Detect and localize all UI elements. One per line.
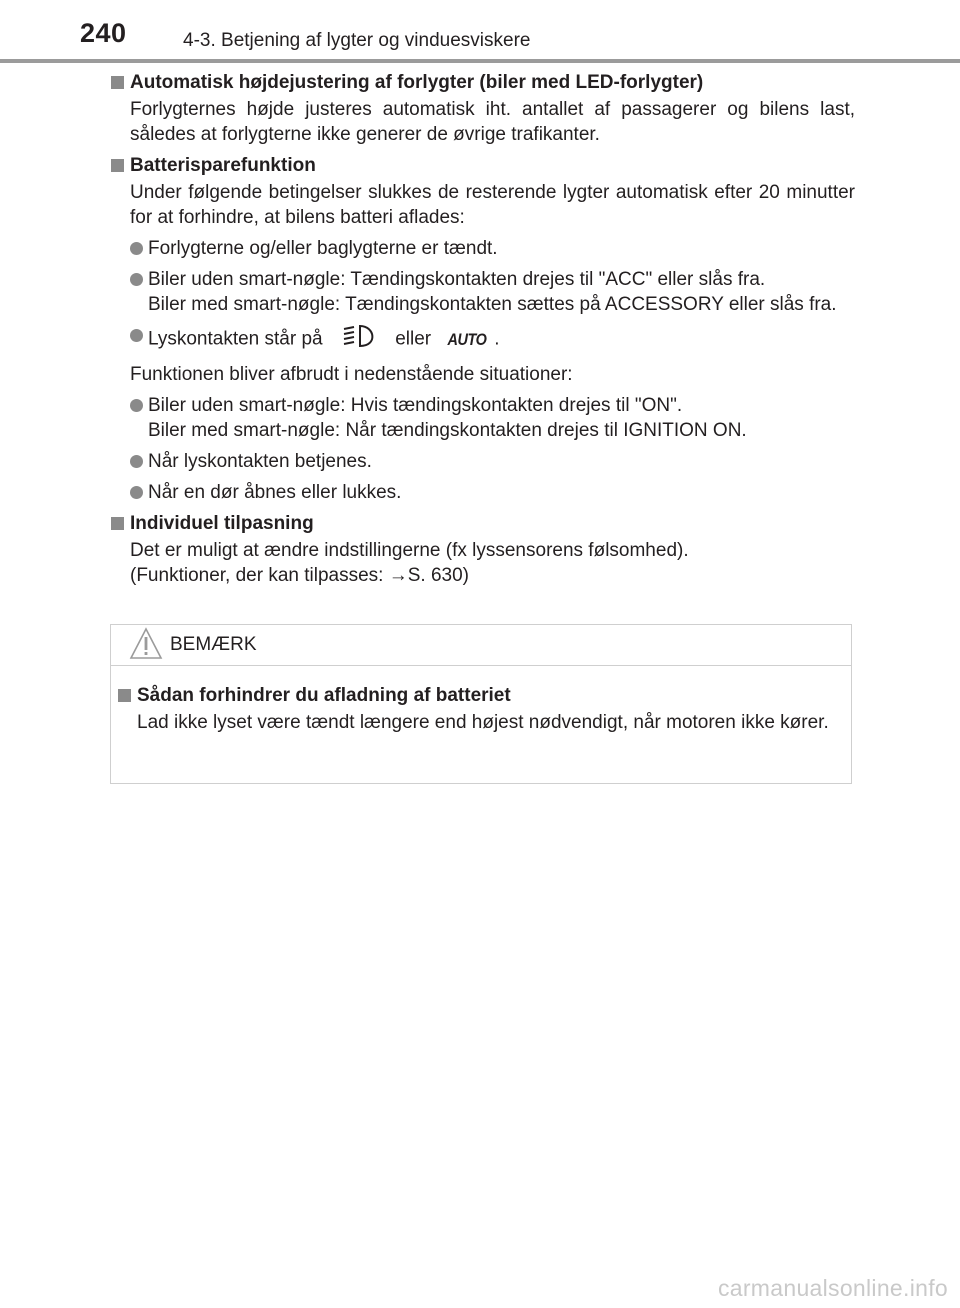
note-paragraph: Lad ikke lyset være tændt længere end højest nødvendigt, når motoren ikke kører. — [137, 712, 829, 733]
square-bullet-icon — [111, 159, 124, 172]
section-heading-custom: Individuel tilpasning — [110, 511, 855, 536]
square-bullet-icon — [111, 76, 124, 89]
main-content — [110, 70, 855, 594]
page-reference-link[interactable]: (Funktioner, der kan tilpasses: →S. 630) — [130, 565, 469, 586]
paragraph: Det er muligt at ændre indstillingerne (fx lyssensorens følsomhed). (Funktioner, der kan tilpasses: →S. 630) — [130, 540, 689, 586]
header-rule — [0, 59, 960, 63]
square-bullet-icon — [118, 689, 131, 702]
square-bullet-icon — [111, 517, 124, 530]
paragraph: Funktionen bliver afbrudt i nedenstående situationer: — [130, 364, 573, 385]
list-item: Når en dør åbnes eller lukkes. — [110, 480, 855, 505]
watermark: carmanualsonline.info — [717, 1275, 948, 1301]
list-item: Biler uden smart-nøgle: Tændingskontakten drejes til "ACC" eller slås fra. Biler med smart-nøgle: Tændingskontakten sættes på ACCESSORY eller slås fra. — [110, 267, 855, 317]
warning-triangle-icon — [129, 627, 163, 666]
note-body — [117, 683, 839, 741]
list-item: Forlygterne og/eller baglygterne er tændt. — [110, 236, 855, 261]
note-heading: Sådan forhindrer du afladning af batteriet — [117, 683, 839, 708]
paragraph: Under følgende betingelser slukkes de resterende lygter automatisk efter 20 minutter for at forhindre, at bilens batteri aflades: — [130, 182, 855, 228]
list-item: Biler uden smart-nøgle: Hvis tændingskontakten drejes til "ON". Biler med smart-nøgle: Når tændingskontakten drejes til IGNITION ON. — [110, 393, 855, 443]
paragraph: Forlygternes højde justeres automatisk iht. antallet af passagerer og bilens last, således at forlygterne ikke generer de øvrige trafikanter. — [130, 99, 855, 145]
round-bullet-icon — [130, 455, 143, 468]
note-header — [111, 625, 851, 666]
round-bullet-icon — [130, 486, 143, 499]
section-heading-auto-level: Automatisk højdejustering af forlygter (biler med LED-forlygter) — [110, 70, 855, 95]
list-item: Lyskontakten står på eller AUTO . — [110, 323, 855, 356]
section-heading-battery-saver: Batterisparefunktion — [110, 153, 855, 178]
headlight-icon — [342, 323, 380, 356]
auto-icon: AUTO — [447, 330, 487, 349]
round-bullet-icon — [130, 329, 143, 342]
page-header — [0, 0, 960, 62]
page-number: 240 — [80, 18, 127, 48]
note-title: BEMÆRK — [170, 634, 257, 655]
note-box — [110, 624, 852, 784]
list-item: Når lyskontakten betjenes. — [110, 449, 855, 474]
round-bullet-icon — [130, 242, 143, 255]
round-bullet-icon — [130, 399, 143, 412]
chapter-title: 4-3. Betjening af lygter og vinduesviskere — [183, 30, 531, 51]
round-bullet-icon — [130, 273, 143, 286]
